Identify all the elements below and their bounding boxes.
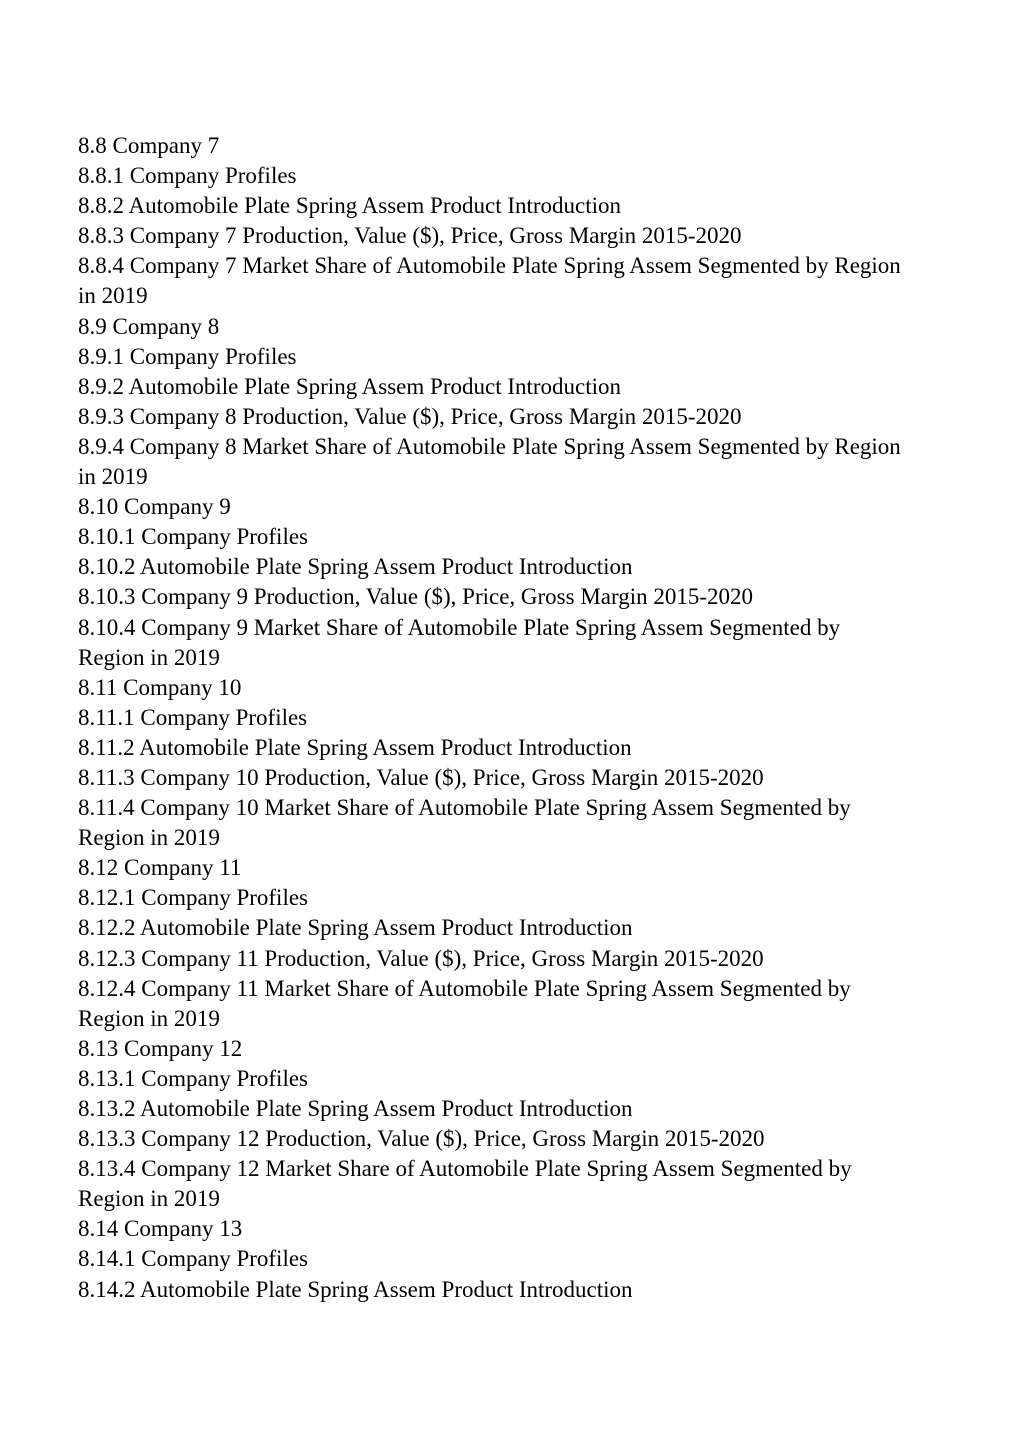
toc-line: Region in 2019	[78, 644, 220, 670]
toc-line: Region in 2019	[78, 825, 220, 851]
toc-line: in 2019	[78, 464, 148, 490]
toc-line: 8.9.4 Company 8 Market Share of Automobile Plate Spring Assem Segmented by Region	[78, 433, 901, 459]
toc-line: 8.11.2 Automobile Plate Spring Assem Product Introduction	[78, 734, 632, 760]
toc-line: 8.8.3 Company 7 Production, Value ($), Price, Gross Margin 2015-2020	[78, 223, 742, 249]
toc-line: 8.13.4 Company 12 Market Share of Automobile Plate Spring Assem Segmented by	[78, 1156, 852, 1182]
toc-line: 8.8.2 Automobile Plate Spring Assem Product Introduction	[78, 193, 622, 219]
toc-line: Region in 2019	[78, 1005, 220, 1031]
toc-line: 8.12.2 Automobile Plate Spring Assem Product Introduction	[78, 915, 633, 941]
toc-line: 8.14.2 Automobile Plate Spring Assem Product Introduction	[78, 1276, 633, 1302]
toc-line: 8.10.4 Company 9 Market Share of Automobile Plate Spring Assem Segmented by	[78, 614, 841, 640]
toc-line: 8.13.3 Company 12 Production, Value ($), Price, Gross Margin 2015-2020	[78, 1126, 765, 1152]
toc-line: 8.11.3 Company 10 Production, Value ($), Price, Gross Margin 2015-2020	[78, 764, 764, 790]
toc-line: 8.10.1 Company Profiles	[78, 524, 308, 550]
toc-line: 8.13.2 Automobile Plate Spring Assem Product Introduction	[78, 1096, 633, 1121]
toc-line: 8.12 Company 11	[78, 855, 242, 881]
toc-line: 8.8.4 Company 7 Market Share of Automobile Plate Spring Assem Segmented by Region	[78, 253, 901, 279]
toc-line: 8.12.3 Company 11 Production, Value ($), Price, Gross Margin 2015-2020	[78, 945, 764, 971]
toc-line: 8.13.1 Company Profiles	[78, 1065, 308, 1091]
toc-line: 8.10.2 Automobile Plate Spring Assem Product Introduction	[78, 554, 633, 580]
toc-line: 8.10 Company 9	[78, 494, 231, 520]
toc-line: 8.9.2 Automobile Plate Spring Assem Product Introduction	[78, 373, 622, 399]
toc-line: 8.12.1 Company Profiles	[78, 885, 308, 911]
toc-line: 8.9 Company 8	[78, 313, 220, 339]
toc-line: 8.14.1 Company Profiles	[78, 1246, 308, 1272]
toc-line: 8.12.4 Company 11 Market Share of Automobile Plate Spring Assem Segmented by	[78, 975, 851, 1001]
document-page	[78, 131, 958, 1305]
toc-line: 8.9.3 Company 8 Production, Value ($), Price, Gross Margin 2015-2020	[78, 403, 742, 429]
toc-line: Region in 2019	[78, 1186, 220, 1212]
toc-line: 8.9.1 Company Profiles	[78, 343, 297, 369]
toc-line: 8.13 Company 12	[78, 1035, 243, 1061]
toc-line: 8.11.1 Company Profiles	[78, 704, 308, 730]
toc-line: in 2019	[78, 283, 148, 309]
toc-line: 8.8 Company 7	[78, 133, 220, 158]
toc-line: 8.8.1 Company Profiles	[78, 163, 297, 189]
toc-line: 8.14 Company 13	[78, 1216, 243, 1242]
toc-line: 8.11.4 Company 10 Market Share of Automobile Plate Spring Assem Segmented by	[78, 795, 851, 821]
toc-line: 8.11 Company 10	[78, 674, 242, 700]
toc-line: 8.10.3 Company 9 Production, Value ($), Price, Gross Margin 2015-2020	[78, 584, 754, 610]
